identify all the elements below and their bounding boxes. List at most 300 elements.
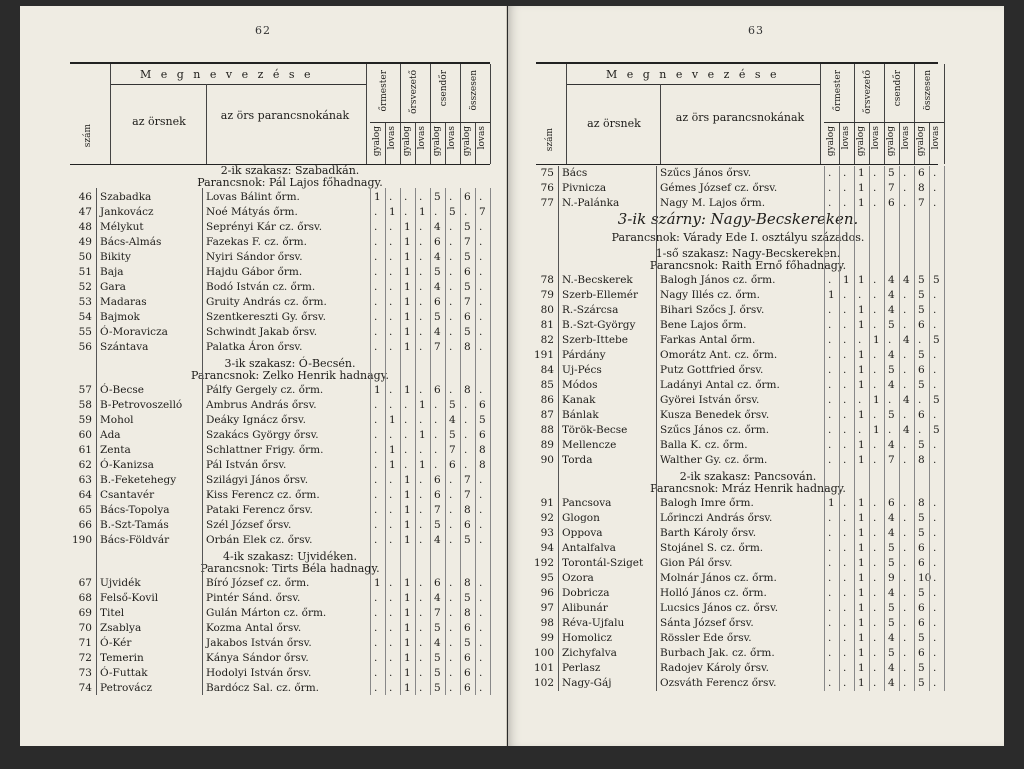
- count-cell: .: [389, 384, 393, 396]
- table-row: [20, 636, 506, 651]
- count-cell: 1: [858, 409, 865, 421]
- header-sub: lovas: [387, 126, 397, 150]
- count-cell: 5: [434, 652, 441, 664]
- count-cell: .: [843, 349, 847, 361]
- post-name: Bács-Almás: [100, 236, 162, 248]
- commander-name: Gion Pál őrsv.: [660, 557, 733, 569]
- row-number: 192: [534, 557, 555, 569]
- table-row: [20, 250, 506, 265]
- count-cell: .: [464, 206, 468, 218]
- row-number: 99: [540, 632, 554, 644]
- row-number: 93: [540, 527, 554, 539]
- count-cell: 5: [888, 409, 895, 421]
- count-cell: .: [449, 637, 453, 649]
- count-cell: 5: [918, 512, 925, 524]
- count-cell: .: [933, 497, 937, 509]
- count-cell: 1: [858, 512, 865, 524]
- col-divider: [460, 64, 461, 164]
- row-number: 91: [540, 497, 554, 509]
- post-name: Ó-Becse: [100, 384, 144, 396]
- count-cell: .: [843, 379, 847, 391]
- post-name: Madaras: [100, 296, 147, 308]
- header-sub: lovas: [417, 126, 427, 150]
- count-cell: 5: [918, 587, 925, 599]
- count-cell: .: [828, 379, 832, 391]
- sub-rule: [370, 122, 490, 123]
- count-cell: 1: [858, 379, 865, 391]
- count-cell: .: [843, 677, 847, 689]
- grid-line: [96, 188, 97, 695]
- count-cell: .: [419, 311, 423, 323]
- commander-name: Radojev Károly őrsv.: [660, 662, 770, 674]
- count-cell: 6: [434, 236, 441, 248]
- count-cell: 1: [858, 602, 865, 614]
- post-name: Petrovácz: [100, 682, 152, 694]
- count-cell: 1: [404, 534, 411, 546]
- post-name: Homolicz: [562, 632, 612, 644]
- post-name: Csantavér: [100, 489, 155, 501]
- count-cell: .: [873, 454, 877, 466]
- count-cell: .: [918, 424, 922, 436]
- commander-name: Szűcs János őrsv.: [660, 167, 752, 179]
- count-cell: 1: [404, 251, 411, 263]
- commander-name: Schwindt Jakab őrsv.: [206, 326, 318, 338]
- table-row: [20, 606, 506, 621]
- count-cell: .: [464, 429, 468, 441]
- row-number: 97: [540, 602, 554, 614]
- header-megnevezes: M e g n e v e z é s e: [606, 68, 780, 81]
- table-row: [20, 325, 506, 340]
- section-title: 3-ik szakasz: Ó-Becsén.: [224, 357, 356, 370]
- count-cell: 1: [389, 444, 396, 456]
- commander-name: Bardócz Sal. cz. őrm.: [206, 682, 319, 694]
- count-cell: .: [828, 319, 832, 331]
- post-name: Temerin: [100, 652, 144, 664]
- count-cell: .: [389, 191, 393, 203]
- count-cell: 1: [858, 349, 865, 361]
- commander-name: Farkas Antal őrm.: [660, 334, 756, 346]
- table-row: [20, 621, 506, 636]
- count-cell: 8: [464, 577, 471, 589]
- table-header: [536, 62, 941, 165]
- count-cell: 4: [888, 379, 895, 391]
- count-cell: .: [389, 504, 393, 516]
- header-szam: szám: [83, 124, 93, 148]
- count-cell: .: [843, 394, 847, 406]
- count-cell: 1: [389, 206, 396, 218]
- count-cell: .: [903, 602, 907, 614]
- count-cell: .: [389, 652, 393, 664]
- table-row: [20, 280, 506, 295]
- count-cell: 5: [918, 677, 925, 689]
- count-cell: .: [918, 394, 922, 406]
- count-cell: .: [903, 497, 907, 509]
- count-cell: .: [479, 519, 483, 531]
- count-cell: .: [933, 677, 937, 689]
- commander-name: Szilágyi János őrsv.: [206, 474, 309, 486]
- commander-name: Fazekas F. cz. őrm.: [206, 236, 307, 248]
- count-cell: 1: [404, 504, 411, 516]
- post-name: Torontál-Sziget: [562, 557, 644, 569]
- count-cell: .: [828, 167, 832, 179]
- count-cell: 6: [434, 577, 441, 589]
- count-cell: .: [888, 424, 892, 436]
- count-cell: .: [843, 334, 847, 346]
- post-name: Zenta: [100, 444, 131, 456]
- post-name: Szerb-Ellemér: [562, 289, 639, 301]
- grid-line: [202, 188, 203, 695]
- count-cell: .: [419, 474, 423, 486]
- grid-line: [490, 188, 491, 695]
- count-cell: 6: [918, 409, 925, 421]
- count-cell: 6: [918, 364, 925, 376]
- count-cell: 1: [404, 489, 411, 501]
- row-number: 48: [78, 221, 92, 233]
- count-cell: .: [873, 197, 877, 209]
- count-cell: .: [903, 542, 907, 554]
- col-divider: [400, 64, 401, 164]
- header-col-3: összesen: [923, 70, 933, 111]
- post-name: Ó-Moravicza: [100, 326, 168, 338]
- header-sub: lovas: [901, 126, 911, 150]
- commander-name: Pálfy Gergely cz. őrm.: [206, 384, 324, 396]
- count-cell: 8: [464, 607, 471, 619]
- row-number: 98: [540, 617, 554, 629]
- count-cell: .: [389, 607, 393, 619]
- count-cell: .: [903, 289, 907, 301]
- count-cell: 1: [858, 587, 865, 599]
- grid-line: [400, 188, 401, 695]
- post-name: Pancsova: [562, 497, 612, 509]
- commander-name: Balla K. cz. őrm.: [660, 439, 748, 451]
- count-cell: .: [479, 191, 483, 203]
- count-cell: .: [449, 592, 453, 604]
- count-cell: 8: [464, 384, 471, 396]
- count-cell: 6: [464, 191, 471, 203]
- table-header: [70, 62, 490, 165]
- post-name: Gara: [100, 281, 126, 293]
- count-cell: .: [449, 607, 453, 619]
- count-cell: .: [903, 662, 907, 674]
- count-cell: .: [449, 281, 453, 293]
- count-cell: .: [933, 439, 937, 451]
- count-cell: 6: [434, 489, 441, 501]
- count-cell: 1: [858, 662, 865, 674]
- count-cell: .: [903, 512, 907, 524]
- count-cell: 5: [434, 311, 441, 323]
- count-cell: .: [903, 454, 907, 466]
- count-cell: .: [843, 647, 847, 659]
- post-name: Ó-Kanizsa: [100, 459, 154, 471]
- count-cell: .: [374, 444, 378, 456]
- count-cell: .: [404, 444, 408, 456]
- count-cell: 1: [404, 296, 411, 308]
- count-cell: .: [858, 394, 862, 406]
- count-cell: .: [419, 251, 423, 263]
- count-cell: .: [374, 474, 378, 486]
- count-cell: 5: [434, 667, 441, 679]
- count-cell: 1: [404, 266, 411, 278]
- count-cell: .: [479, 296, 483, 308]
- col-divider: [884, 64, 885, 164]
- commander-name: Hodolyi István őrsv.: [206, 667, 312, 679]
- count-cell: .: [903, 319, 907, 331]
- count-cell: .: [843, 319, 847, 331]
- section-commander: Parancsnok: Tirts Béla hadnagy.: [200, 562, 380, 575]
- count-cell: 1: [404, 652, 411, 664]
- count-cell: 5: [888, 647, 895, 659]
- count-cell: 1: [419, 429, 426, 441]
- header-col-2: csendőr: [439, 70, 449, 107]
- count-cell: .: [374, 326, 378, 338]
- count-cell: 8: [479, 459, 486, 471]
- count-cell: 1: [858, 364, 865, 376]
- count-cell: .: [389, 341, 393, 353]
- count-cell: .: [374, 251, 378, 263]
- count-cell: 5: [933, 334, 940, 346]
- count-cell: .: [389, 637, 393, 649]
- count-cell: 1: [873, 394, 880, 406]
- commander-name: Walther Gy. cz. őrm.: [660, 454, 768, 466]
- header-col-0: őrmester: [379, 70, 389, 112]
- count-cell: .: [903, 632, 907, 644]
- commander-name: Lőrinczi András őrsv.: [660, 512, 773, 524]
- count-cell: .: [903, 572, 907, 584]
- row-number: 46: [78, 191, 92, 203]
- post-name: Uj-Pécs: [562, 364, 602, 376]
- count-cell: .: [843, 197, 847, 209]
- sub-rule: [824, 122, 944, 123]
- count-cell: 4: [449, 414, 456, 426]
- count-cell: 4: [888, 289, 895, 301]
- count-cell: .: [389, 311, 393, 323]
- table-row: [20, 265, 506, 280]
- header-sub: gyalog: [886, 126, 896, 157]
- count-cell: .: [389, 296, 393, 308]
- post-name: Felső-Kovil: [100, 592, 159, 604]
- post-name: Kanak: [562, 394, 596, 406]
- count-cell: .: [873, 572, 877, 584]
- count-cell: .: [419, 296, 423, 308]
- count-cell: .: [933, 319, 937, 331]
- count-cell: 4: [434, 221, 441, 233]
- count-cell: .: [843, 572, 847, 584]
- count-cell: 5: [933, 274, 940, 286]
- count-cell: .: [903, 409, 907, 421]
- header-sub: gyalog: [826, 126, 836, 157]
- count-cell: .: [843, 662, 847, 674]
- count-cell: .: [404, 429, 408, 441]
- section-title: 2-ik szakasz: Pancsován.: [679, 470, 817, 483]
- post-name: Szántava: [100, 341, 149, 353]
- post-name: Baja: [100, 266, 124, 278]
- row-number: 57: [78, 384, 92, 396]
- row-number: 53: [78, 296, 92, 308]
- grid-line: [869, 166, 870, 691]
- count-cell: 1: [404, 384, 411, 396]
- count-cell: .: [479, 622, 483, 634]
- count-cell: .: [404, 414, 408, 426]
- count-cell: .: [434, 444, 438, 456]
- count-cell: .: [419, 266, 423, 278]
- table-row: [20, 576, 506, 591]
- count-cell: 6: [918, 602, 925, 614]
- count-cell: 1: [828, 289, 835, 301]
- header-sub: gyalog: [432, 126, 442, 157]
- count-cell: .: [858, 424, 862, 436]
- row-number: 191: [534, 349, 555, 361]
- count-cell: 5: [888, 364, 895, 376]
- count-cell: .: [464, 459, 468, 471]
- count-cell: .: [933, 379, 937, 391]
- commander-name: Szentkereszti Gy. őrsv.: [206, 311, 326, 323]
- count-cell: .: [933, 289, 937, 301]
- count-cell: .: [873, 617, 877, 629]
- count-cell: .: [858, 334, 862, 346]
- row-number: 84: [540, 364, 554, 376]
- count-cell: 1: [873, 424, 880, 436]
- count-cell: .: [374, 296, 378, 308]
- count-cell: 5: [888, 319, 895, 331]
- count-cell: 6: [434, 384, 441, 396]
- count-cell: .: [404, 191, 408, 203]
- post-name: B.-Szt-Tamás: [100, 519, 169, 531]
- count-cell: .: [464, 414, 468, 426]
- count-cell: 7: [434, 607, 441, 619]
- row-number: 102: [534, 677, 555, 689]
- count-cell: 4: [903, 334, 910, 346]
- post-name: Bikity: [100, 251, 131, 263]
- table-row: [20, 518, 506, 533]
- row-number: 50: [78, 251, 92, 263]
- count-cell: .: [449, 191, 453, 203]
- row-number: 82: [540, 334, 554, 346]
- count-cell: .: [389, 489, 393, 501]
- commander-name: Molnár János cz. őrm.: [660, 572, 777, 584]
- row-number: 65: [78, 504, 92, 516]
- count-cell: .: [479, 504, 483, 516]
- count-cell: 7: [434, 504, 441, 516]
- count-cell: 5: [888, 542, 895, 554]
- row-number: 59: [78, 414, 92, 426]
- count-cell: 1: [404, 637, 411, 649]
- right-page: [508, 6, 1004, 746]
- count-cell: 7: [888, 182, 895, 194]
- count-cell: 8: [918, 182, 925, 194]
- row-number: 58: [78, 399, 92, 411]
- count-cell: .: [873, 677, 877, 689]
- count-cell: .: [933, 364, 937, 376]
- count-cell: 1: [404, 474, 411, 486]
- count-cell: .: [419, 577, 423, 589]
- count-cell: 5: [888, 557, 895, 569]
- post-name: Mohol: [100, 414, 134, 426]
- count-cell: 1: [858, 304, 865, 316]
- count-cell: .: [449, 236, 453, 248]
- count-cell: .: [449, 341, 453, 353]
- count-cell: 1: [858, 542, 865, 554]
- count-cell: 7: [464, 296, 471, 308]
- count-cell: .: [873, 379, 877, 391]
- post-name: Ozora: [562, 572, 594, 584]
- commander-name: Jakabos István őrsv.: [206, 637, 312, 649]
- commander-name: Gulán Márton cz. őrm.: [206, 607, 327, 619]
- count-cell: 7: [479, 206, 486, 218]
- header-parancsnok: az örs parancsnokának: [675, 111, 805, 124]
- count-cell: 1: [389, 414, 396, 426]
- count-cell: 6: [918, 557, 925, 569]
- count-cell: 4: [888, 527, 895, 539]
- commander-name: Orbán Elek cz. őrsv.: [206, 534, 313, 546]
- count-cell: .: [933, 197, 937, 209]
- count-cell: .: [828, 349, 832, 361]
- count-cell: 6: [918, 319, 925, 331]
- count-cell: .: [933, 587, 937, 599]
- count-cell: .: [434, 399, 438, 411]
- count-cell: .: [873, 439, 877, 451]
- table-row: [20, 666, 506, 681]
- count-cell: .: [828, 409, 832, 421]
- count-cell: .: [903, 617, 907, 629]
- header-orsnek: az örsnek: [587, 117, 641, 130]
- post-name: N.-Palánka: [562, 197, 620, 209]
- count-cell: 5: [434, 682, 441, 694]
- count-cell: .: [903, 439, 907, 451]
- count-cell: .: [828, 602, 832, 614]
- post-name: Réva-Ujfalu: [562, 617, 625, 629]
- count-cell: .: [933, 349, 937, 361]
- commander-name: Stojánel S. cz. őrm.: [660, 542, 764, 554]
- count-cell: .: [903, 527, 907, 539]
- count-cell: 7: [434, 341, 441, 353]
- col-divider: [899, 122, 900, 164]
- count-cell: 4: [888, 349, 895, 361]
- row-number: 89: [540, 439, 554, 451]
- count-cell: 6: [918, 617, 925, 629]
- count-cell: 6: [464, 682, 471, 694]
- count-cell: .: [933, 182, 937, 194]
- count-cell: 6: [464, 519, 471, 531]
- post-name: Ó-Kér: [100, 637, 132, 649]
- table-row: [20, 591, 506, 606]
- count-cell: .: [419, 667, 423, 679]
- count-cell: .: [479, 592, 483, 604]
- left-page: [20, 6, 507, 746]
- count-cell: .: [389, 251, 393, 263]
- commander-name: Szél József őrsv.: [206, 519, 292, 531]
- commander-name: Bene Lajos őrm.: [660, 319, 747, 331]
- count-cell: .: [449, 534, 453, 546]
- header-sub: gyalog: [856, 126, 866, 157]
- commander-name: Pál István őrsv.: [206, 459, 287, 471]
- row-number: 88: [540, 424, 554, 436]
- count-cell: .: [449, 622, 453, 634]
- count-cell: .: [933, 167, 937, 179]
- count-cell: .: [449, 504, 453, 516]
- table-row: [20, 503, 506, 518]
- section-commander: Parancsnok: Mráz Henrik hadnagy.: [650, 482, 846, 495]
- count-cell: 6: [918, 542, 925, 554]
- header-sub: gyalog: [372, 126, 382, 157]
- count-cell: .: [374, 519, 378, 531]
- count-cell: .: [389, 519, 393, 531]
- count-cell: .: [828, 632, 832, 644]
- header-orsnek: az örsnek: [132, 115, 186, 128]
- table-row: [20, 383, 506, 398]
- count-cell: .: [449, 682, 453, 694]
- count-cell: 1: [858, 572, 865, 584]
- post-name: Jankovácz: [100, 206, 154, 218]
